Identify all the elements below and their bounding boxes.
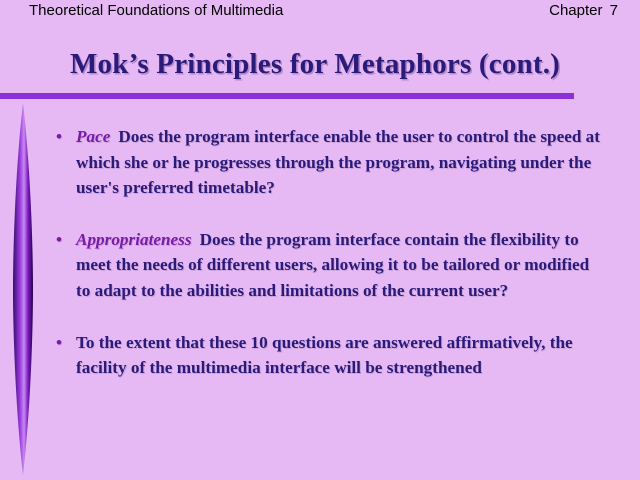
spindle-ornament (11, 103, 35, 475)
course-title: Theoretical Foundations of Multimedia (29, 2, 284, 19)
bullet-text: Does the program interface enable the user to control the speed at which she or he progresses through the program, navigating under the user's preferred timetable? (76, 127, 601, 198)
bullet-appropriateness (56, 227, 604, 304)
bullet-term: Appropriateness (76, 229, 192, 249)
chapter-label: Chapter 7 (549, 2, 618, 19)
bullet-text: Does the program interface contain the flexibility to meet the needs of different users, allowing it to be tailored or modified to adapt to the abilities and limitations of the current user? (76, 229, 590, 300)
bullet-dot-icon: • (56, 332, 63, 352)
slide-title: Mok’s Principles for Metaphors (cont.) (69, 48, 561, 80)
bullet-conclusion (56, 330, 604, 381)
bullet-list (56, 124, 604, 407)
bullet-dot-icon: • (56, 229, 63, 249)
bullet-text: To the extent that these 10 questions are answered affirmatively, the facility of the multimedia interface will be strengthened (76, 332, 573, 378)
title-rule (0, 93, 574, 99)
bullet-term: Pace (76, 127, 111, 146)
bullet-dot-icon: • (56, 127, 63, 146)
bullet-pace (56, 124, 604, 201)
